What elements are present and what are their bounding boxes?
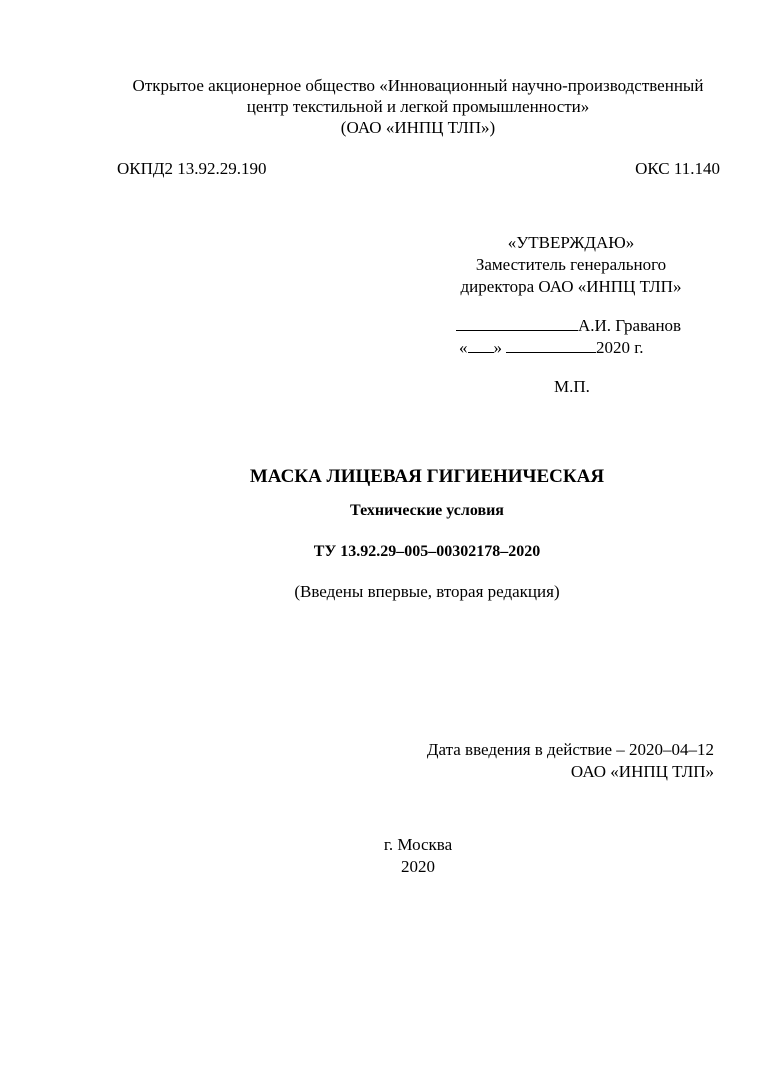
signature-line [456, 314, 681, 336]
approval-year: 2020 г. [596, 338, 644, 357]
document-title: МАСКА ЛИЦЕВАЯ ГИГИЕНИЧЕСКАЯ [249, 466, 605, 487]
date-open-quote: « [459, 338, 468, 357]
organization-header [110, 75, 726, 138]
tu-number: ТУ 13.92.29–005–00302178–2020 [313, 543, 541, 560]
city: г. Москва [383, 835, 453, 854]
signatory-name: А.И. Граванов [578, 316, 682, 335]
month-blank [506, 336, 596, 353]
org-name-line-2: центр текстильной и легкой промышленности» [246, 97, 590, 116]
signature-blank [456, 314, 578, 331]
effective-date: Дата введения в действие – 2020–04–12 [426, 740, 714, 759]
day-blank [468, 336, 494, 353]
oks-code: ОКС 11.140 [635, 159, 720, 178]
date-close-quote: » [493, 338, 502, 357]
seal-placeholder: М.П. [554, 377, 590, 396]
org-abbreviation: (ОАО «ИНПЦ ТЛП») [340, 118, 496, 137]
org-name-line-1: Открытое акционерное общество «Инновационный научно-производственный [132, 76, 704, 95]
approver-position-line-1: Заместитель генерального [475, 255, 667, 274]
document-subtitle: Технические условия [350, 502, 504, 519]
approver-position-line-2: директора ОАО «ИНПЦ ТЛП» [460, 277, 682, 296]
approval-date-line [459, 336, 644, 358]
edition-note: (Введены впервые, вторая редакция) [294, 582, 560, 601]
effective-org: ОАО «ИНПЦ ТЛП» [570, 762, 714, 781]
okpd-code: ОКПД2 13.92.29.190 [117, 159, 267, 178]
publication-year: 2020 [401, 857, 435, 876]
approval-stamp: «УТВЕРЖДАЮ» [507, 233, 635, 252]
